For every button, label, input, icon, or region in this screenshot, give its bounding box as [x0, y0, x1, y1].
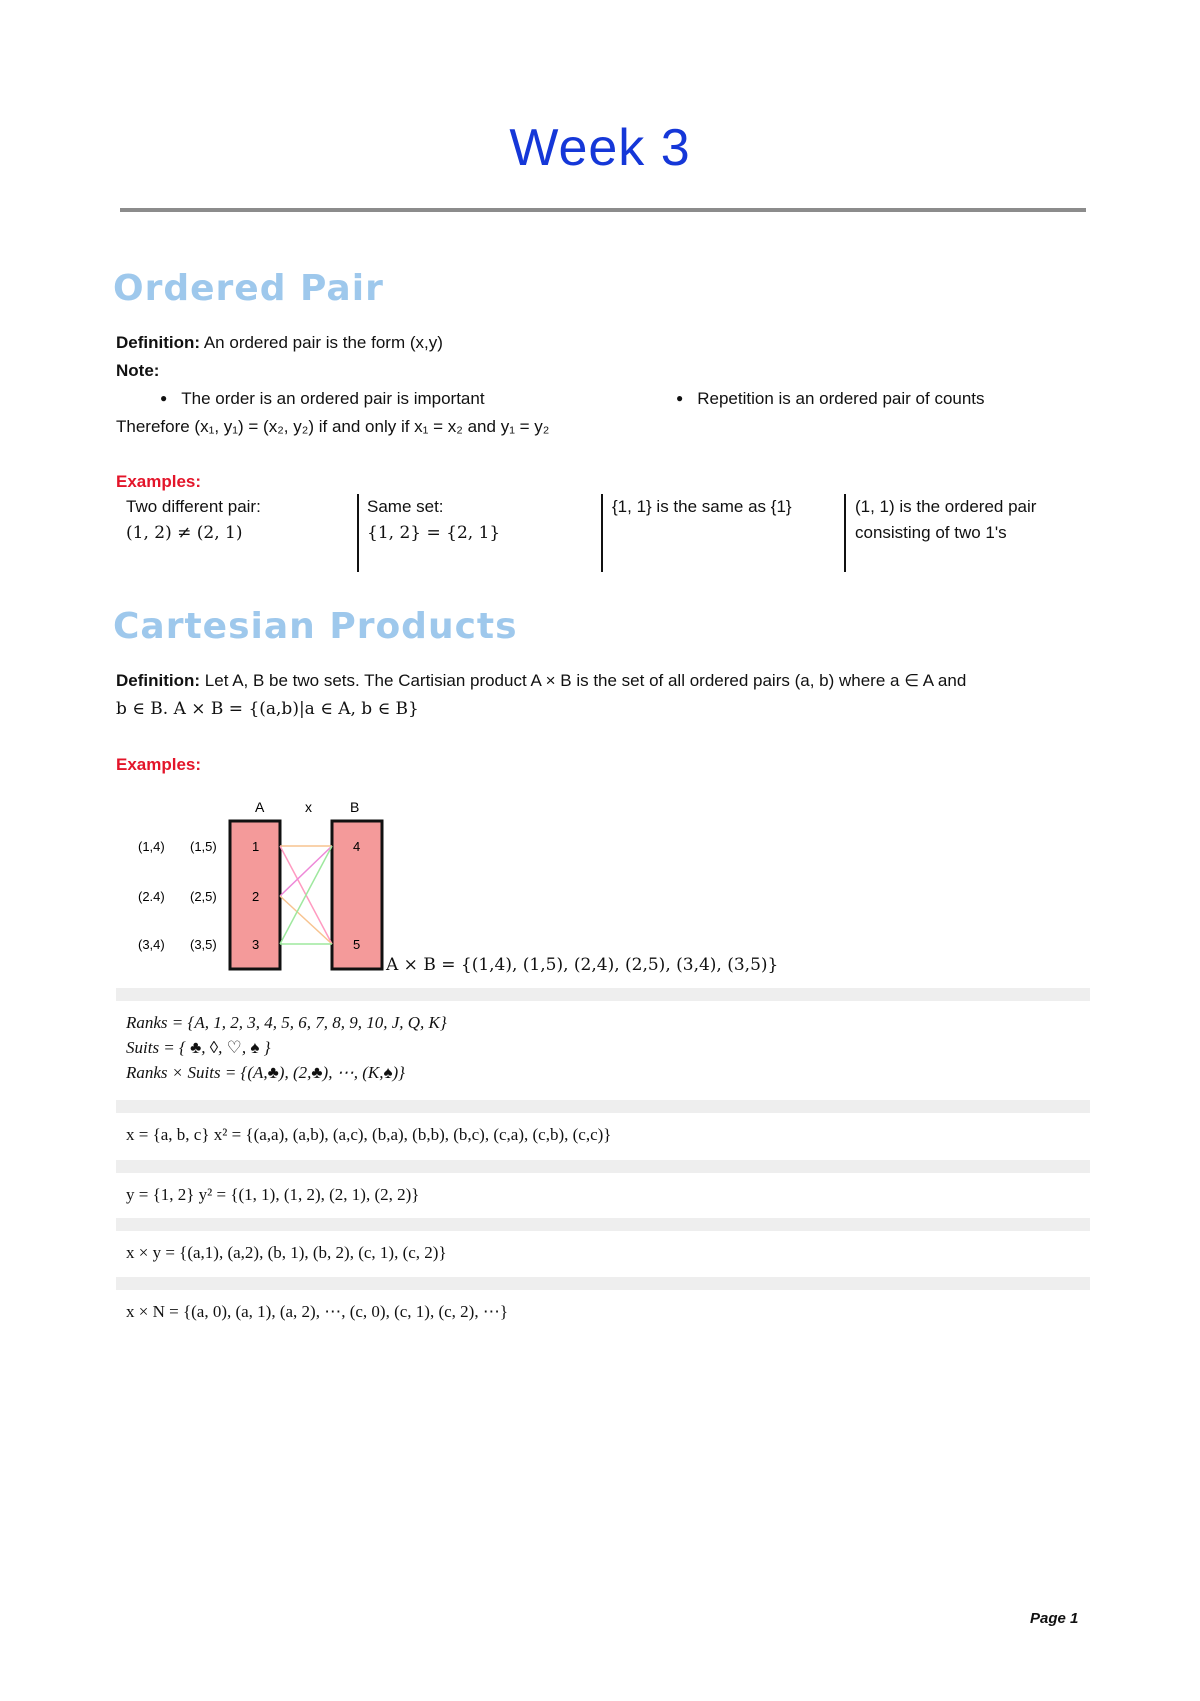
set-b-element: 4	[353, 839, 361, 854]
pair-label: (1,4)	[138, 839, 165, 854]
times-label: x	[305, 799, 312, 815]
block-separator	[116, 1160, 1090, 1173]
cartesian-definition-line1	[116, 671, 966, 691]
definition-text: An ordered pair is the form (x,y)	[203, 333, 443, 352]
example-same-set: Same set: {1, 2} = {2, 1}	[367, 497, 501, 543]
block-separator	[116, 988, 1090, 1001]
set-a-element: 3	[252, 937, 260, 952]
example-divider	[357, 494, 359, 572]
therefore-statement: Therefore (x₁, y₁) = (x₂, y₂) if and only if x₁ = x₂ and y₁ = y₂	[116, 417, 550, 436]
example-divider	[601, 494, 603, 572]
section-heading-ordered-pair: Ordered Pair	[113, 268, 384, 309]
examples-label: Examples:	[116, 472, 202, 491]
pair-label: (2.4)	[138, 889, 165, 904]
pair-line	[280, 896, 332, 944]
definition-label: Definition:	[116, 333, 201, 352]
suits-set: Suits = { ♣, ◊, ♡, ♠ }	[126, 1038, 271, 1057]
example-divider	[844, 494, 846, 572]
note-label: Note:	[116, 361, 160, 380]
block-separator	[116, 1100, 1090, 1113]
block-separator	[116, 1277, 1090, 1290]
x-times-y: x × y = {(a,1), (a,2), (b, 1), (b, 2), (c, 1), (c, 2)}	[126, 1243, 447, 1262]
definition-label: Definition:	[116, 671, 201, 690]
cartesian-definition-line2: b ∈ B. A × B = {(a,b)|a ∈ A, b ∈ B}	[116, 699, 419, 719]
set-b-label: B	[350, 799, 360, 815]
example-different-pair: Two different pair: (1, 2) ≠ (2, 1)	[126, 497, 261, 543]
example-set-duplicates: {1, 1} is the same as {1}	[612, 497, 792, 516]
pair-label: (1,5)	[190, 839, 217, 854]
cartesian-diagram	[120, 795, 420, 975]
ranks-set: Ranks = {A, 1, 2, 3, 4, 5, 6, 7, 8, 9, 10, J, Q, K}	[126, 1013, 447, 1032]
y-squared: y = {1, 2} y² = {(1, 1), (1, 2), (2, 1), (2, 2)}	[126, 1185, 420, 1204]
title-divider	[120, 208, 1086, 212]
definition-text: Let A, B be two sets. The Cartisian product A × B is the set of all ordered pairs (a, b) where a ∈ A and	[204, 671, 967, 690]
section-heading-cartesian: Cartesian Products	[113, 606, 518, 647]
set-a-label: A	[255, 799, 265, 815]
pair-label: (3,4)	[138, 937, 165, 952]
set-a-element: 1	[252, 839, 260, 854]
ranks-times-suits: Ranks × Suits = {(A,♣), (2,♣), ⋯, (K,♠)}	[126, 1063, 405, 1082]
bullet-order: ● The order is an ordered pair is important	[160, 389, 485, 409]
ordered-pair-definition	[116, 333, 443, 353]
example-ordered-ones: (1, 1) is the ordered pair consisting of two 1's	[855, 497, 1037, 542]
block-separator	[116, 1218, 1090, 1231]
pair-line	[280, 846, 332, 896]
set-a-element: 2	[252, 889, 260, 904]
set-b-element: 5	[353, 937, 361, 952]
page-number: Page 1	[1030, 1610, 1079, 1627]
examples-label: Examples:	[116, 755, 202, 774]
pair-label: (2,5)	[190, 889, 217, 904]
cartesian-result: A × B = {(1,4), (1,5), (2,4), (2,5), (3,4), (3,5)}	[386, 955, 779, 975]
x-times-n: x × N = {(a, 0), (a, 1), (a, 2), ⋯, (c, 0), (c, 1), (c, 2), ⋯}	[126, 1302, 508, 1321]
page-title: Week 3	[509, 119, 691, 177]
pair-label: (3,5)	[190, 937, 217, 952]
x-squared: x = {a, b, c} x² = {(a,a), (a,b), (a,c), (b,a), (b,b), (b,c), (c,a), (c,b), (c,c)}	[126, 1125, 612, 1144]
bullet-repetition: ● Repetition is an ordered pair of counts	[676, 389, 985, 409]
